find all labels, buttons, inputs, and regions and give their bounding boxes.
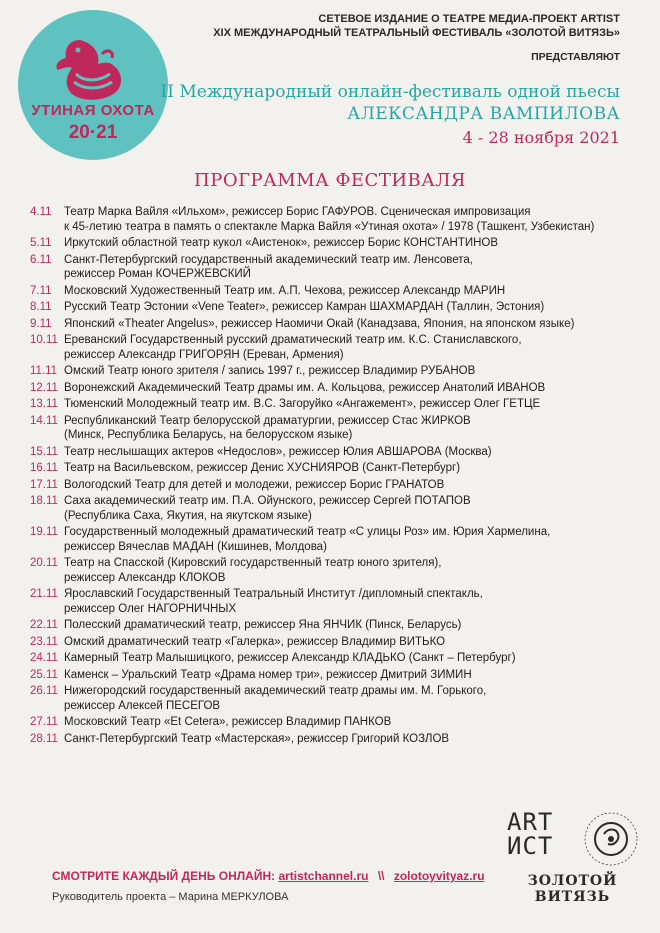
entry-line: Тюменский Молодежный театр им. В.С. Загоруйко «Ангажемент», режиссер Олег ГЕТЦЕ bbox=[64, 398, 541, 410]
entry-date: 8.11 bbox=[30, 301, 52, 313]
entry-line: Театр Марка Вайля «Ильхом», режиссер Борис ГАФУРОВ. Сценическая импровизация bbox=[64, 206, 531, 218]
program-entry bbox=[30, 587, 640, 616]
entry-line: Нижегородский государственный академический театр драмы им. М. Горького, bbox=[64, 685, 487, 697]
festival-name: II Международный онлайн-фестиваль одной пьесы bbox=[160, 82, 620, 102]
program-entry bbox=[30, 478, 640, 493]
entry-line: к 45-летию театра в память о спектакле Марка Вайля «Утиная охота» / 1978 (Ташкент, Узбекистан) bbox=[64, 220, 595, 233]
program-entry bbox=[30, 253, 640, 282]
program-entry bbox=[30, 618, 640, 633]
entry-line: Московский Художественный Театр им. А.П. Чехова, режиссер Александр МАРИН bbox=[64, 284, 506, 297]
header-presents: ПРЕДСТАВЛЯЮТ bbox=[531, 51, 620, 63]
entry-date: 25.11 bbox=[30, 668, 58, 681]
watch-label: СМОТРИТЕ КАЖДЫЙ ДЕНЬ ОНЛАЙН: bbox=[52, 869, 276, 883]
entry-line: Каменск – Уральский Театр «Драма номер три», режиссер Дмитрий ЗИМИН bbox=[64, 668, 472, 681]
entry-line: режиссер Роман КОЧЕРЖЕВСКИЙ bbox=[64, 268, 251, 280]
entry-line: режиссер Олег НАГОРНИЧНЫХ bbox=[64, 602, 237, 615]
program-entry bbox=[30, 317, 640, 332]
program-entry bbox=[30, 236, 640, 251]
entry-line: Камерный Театр Малышицкого, режиссер Александр КЛАДЬКО (Санкт – Петербург) bbox=[64, 652, 516, 664]
festival-dates: 4 - 28 ноября 2021 bbox=[462, 128, 620, 147]
entry-date: 24.11 bbox=[30, 652, 58, 664]
entry-text bbox=[64, 300, 640, 315]
entry-text bbox=[64, 317, 640, 332]
entry-text bbox=[64, 461, 640, 476]
entry-text bbox=[64, 364, 640, 379]
entry-date: 20.11 bbox=[30, 557, 58, 569]
entry-text bbox=[64, 397, 640, 412]
entry-date: 26.11 bbox=[30, 685, 58, 697]
entry-line: (Минск, Республика Беларусь, на белорусском языке) bbox=[64, 429, 353, 441]
entry-line: (Республика Саха, Якутия, на якутском языке) bbox=[64, 509, 312, 522]
entry-line: Московский Театр «Et Cetera», режиссер Владимир ПАНКОВ bbox=[64, 716, 392, 728]
entry-line: режиссер Алексей ПЕСЕГОВ bbox=[64, 699, 221, 712]
entry-line: Санкт-Петербургский государственный академический театр им. Ленсовета, bbox=[64, 253, 473, 266]
entry-date: 13.11 bbox=[30, 398, 58, 410]
program-entry bbox=[30, 668, 640, 683]
entry-line: Воронежский Академический Театр драмы им. А. Кольцова, режиссер Анатолий ИВАНОВ bbox=[64, 381, 546, 394]
entry-date: 16.11 bbox=[30, 462, 58, 474]
entry-line: Саха академический театр им. П.А. Ойунского, режиссер Сергей ПОТАПОВ bbox=[64, 495, 471, 507]
entry-date: 11.11 bbox=[30, 365, 58, 377]
program-entry bbox=[30, 651, 640, 666]
program-entry bbox=[30, 461, 640, 476]
iti-logo-icon bbox=[580, 808, 642, 870]
artist-logo-line-2: ИСТ bbox=[507, 832, 554, 860]
entry-line: Омский Театр юного зрителя / запись 1997 г., режиссер Владимир РУБАНОВ bbox=[64, 365, 476, 377]
artistchannel-link[interactable]: artistchannel.ru bbox=[278, 869, 369, 883]
entry-line: Театр на Спасской (Кировский государственный театр юного зрителя), bbox=[64, 557, 442, 569]
entry-line: Полесский драматический театр, режиссер Яна ЯНЧИК (Пинск, Беларусь) bbox=[64, 619, 462, 631]
program-list bbox=[30, 205, 640, 748]
entry-text bbox=[64, 668, 640, 683]
entry-line: Японский «Theater Angelus», режиссер Наомичи Окай (Канадзава, Япония, на японском языке) bbox=[64, 317, 575, 330]
entry-date: 14.11 bbox=[30, 414, 58, 427]
program-entry bbox=[30, 494, 640, 523]
zolotoyvityaz-link[interactable]: zolotoyvityaz.ru bbox=[393, 869, 485, 883]
entry-line: Санкт-Петербургский Театр «Мастерская», режиссер Григорий КОЗЛОВ bbox=[64, 732, 450, 745]
entry-date: 7.11 bbox=[30, 284, 52, 297]
entry-text bbox=[64, 445, 640, 460]
entry-line: Иркутский областной театр кукол «Аистенок», режиссер Борис КОНСТАНТИНОВ bbox=[64, 237, 499, 249]
entry-line: Ереванский Государственный русский драматический театр им. К.С. Станиславского, bbox=[64, 334, 522, 346]
entry-text bbox=[64, 236, 640, 251]
entry-line: Ярославский Государственный Театральный Институт /дипломный спектакль, bbox=[64, 588, 483, 600]
artist-logo-line-1: ART bbox=[507, 808, 554, 836]
program-entry bbox=[30, 364, 640, 379]
program-entry bbox=[30, 715, 640, 730]
entry-date: 17.11 bbox=[30, 478, 58, 491]
entry-line: Вологодский Театр для детей и молодежи, режиссер Борис ГРАНАТОВ bbox=[64, 478, 445, 491]
entry-date: 27.11 bbox=[30, 716, 58, 728]
program-entry bbox=[30, 414, 640, 443]
entry-date: 15.11 bbox=[30, 445, 58, 458]
program-entry bbox=[30, 381, 640, 396]
entry-date: 9.11 bbox=[30, 317, 52, 330]
entry-text bbox=[64, 618, 640, 633]
entry-text bbox=[64, 478, 640, 493]
entry-date: 4.11 bbox=[30, 206, 52, 218]
program-entry bbox=[30, 300, 640, 315]
entry-line: режиссер Вячеслав МАДАН (Кишинев, Молдова) bbox=[64, 540, 327, 553]
entry-line: Русский Театр Эстонии «Vene Teater», режиссер Камран ШАХМАРДАН (Таллин, Эстония) bbox=[64, 301, 545, 313]
program-entry bbox=[30, 445, 640, 460]
program-entry bbox=[30, 333, 640, 362]
project-leader: Руководитель проекта – Марина МЕРКУЛОВА bbox=[52, 891, 289, 903]
header-line-1: СЕТЕВОЕ ИЗДАНИЕ О ТЕАТРЕ МЕДИА-ПРОЕКТ ARTIST bbox=[318, 13, 620, 25]
entry-text bbox=[64, 525, 640, 554]
entry-text bbox=[64, 253, 640, 282]
program-entry bbox=[30, 732, 640, 747]
entry-date: 22.11 bbox=[30, 619, 58, 631]
program-entry bbox=[30, 205, 640, 234]
entry-text bbox=[64, 414, 640, 443]
entry-date: 6.11 bbox=[30, 253, 52, 266]
logo-title: УТИНАЯ ОХОТА bbox=[31, 102, 155, 119]
zolotoy-vityaz-logo: ЗОЛОТОЙ ВИТЯЗЬ bbox=[527, 873, 618, 905]
entry-line: режиссер Александр КЛОКОВ bbox=[64, 571, 226, 584]
entry-date: 21.11 bbox=[30, 588, 58, 600]
program-entry bbox=[30, 684, 640, 713]
entry-line: Республиканский Театр белорусской драматургии, режиссер Стас ЖИРКОВ bbox=[64, 414, 471, 427]
entry-text bbox=[64, 651, 640, 666]
entry-text bbox=[64, 732, 640, 747]
entry-date: 12.11 bbox=[30, 381, 58, 394]
header-line-2: XIX МЕЖДУНАРОДНЫЙ ТЕАТРАЛЬНЫЙ ФЕСТИВАЛЬ «ЗОЛОТОЙ ВИТЯЗЬ» bbox=[213, 27, 620, 39]
program-entry bbox=[30, 397, 640, 412]
entry-text bbox=[64, 333, 640, 362]
logo-year: 20·21 bbox=[68, 122, 118, 143]
entry-text bbox=[64, 284, 640, 299]
program-entry bbox=[30, 635, 640, 650]
entry-line: режиссер Александр ГРИГОРЯН (Ереван, Армения) bbox=[64, 348, 344, 361]
entry-text bbox=[64, 556, 640, 585]
program-entry bbox=[30, 284, 640, 299]
program-title: ПРОГРАММА ФЕСТИВАЛЯ bbox=[194, 170, 466, 191]
program-entry bbox=[30, 556, 640, 585]
festival-logo bbox=[18, 10, 168, 160]
link-separator: \\ bbox=[377, 869, 385, 883]
entry-text bbox=[64, 684, 640, 713]
program-entry bbox=[30, 525, 640, 554]
entry-line: Театр неслышащих актеров «Недослов», режиссер Юлия АВШАРОВА (Москва) bbox=[64, 445, 492, 458]
entry-date: 18.11 bbox=[30, 495, 58, 507]
entry-text bbox=[64, 494, 640, 523]
watch-online bbox=[52, 869, 485, 883]
artist-logo bbox=[507, 810, 577, 858]
entry-date: 28.11 bbox=[30, 732, 58, 745]
entry-text bbox=[64, 381, 640, 396]
entry-date: 19.11 bbox=[30, 526, 58, 538]
entry-date: 10.11 bbox=[30, 334, 58, 346]
entry-text bbox=[64, 715, 640, 730]
entry-line: Театр на Васильевском, режиссер Денис ХУСНИЯРОВ (Санкт-Петербург) bbox=[64, 462, 461, 474]
entry-text bbox=[64, 635, 640, 650]
entry-line: Омский драматический театр «Галерка», режиссер Владимир ВИТЬКО bbox=[64, 635, 446, 648]
festival-author: АЛЕКСАНДРА ВАМПИЛОВА bbox=[347, 104, 620, 124]
entry-date: 5.11 bbox=[30, 237, 52, 249]
entry-line: Государственный молодежный драматический театр «С улицы Роз» им. Юрия Хармелина, bbox=[64, 526, 551, 538]
entry-date: 23.11 bbox=[30, 635, 58, 648]
entry-text bbox=[64, 587, 640, 616]
entry-text bbox=[64, 205, 640, 234]
